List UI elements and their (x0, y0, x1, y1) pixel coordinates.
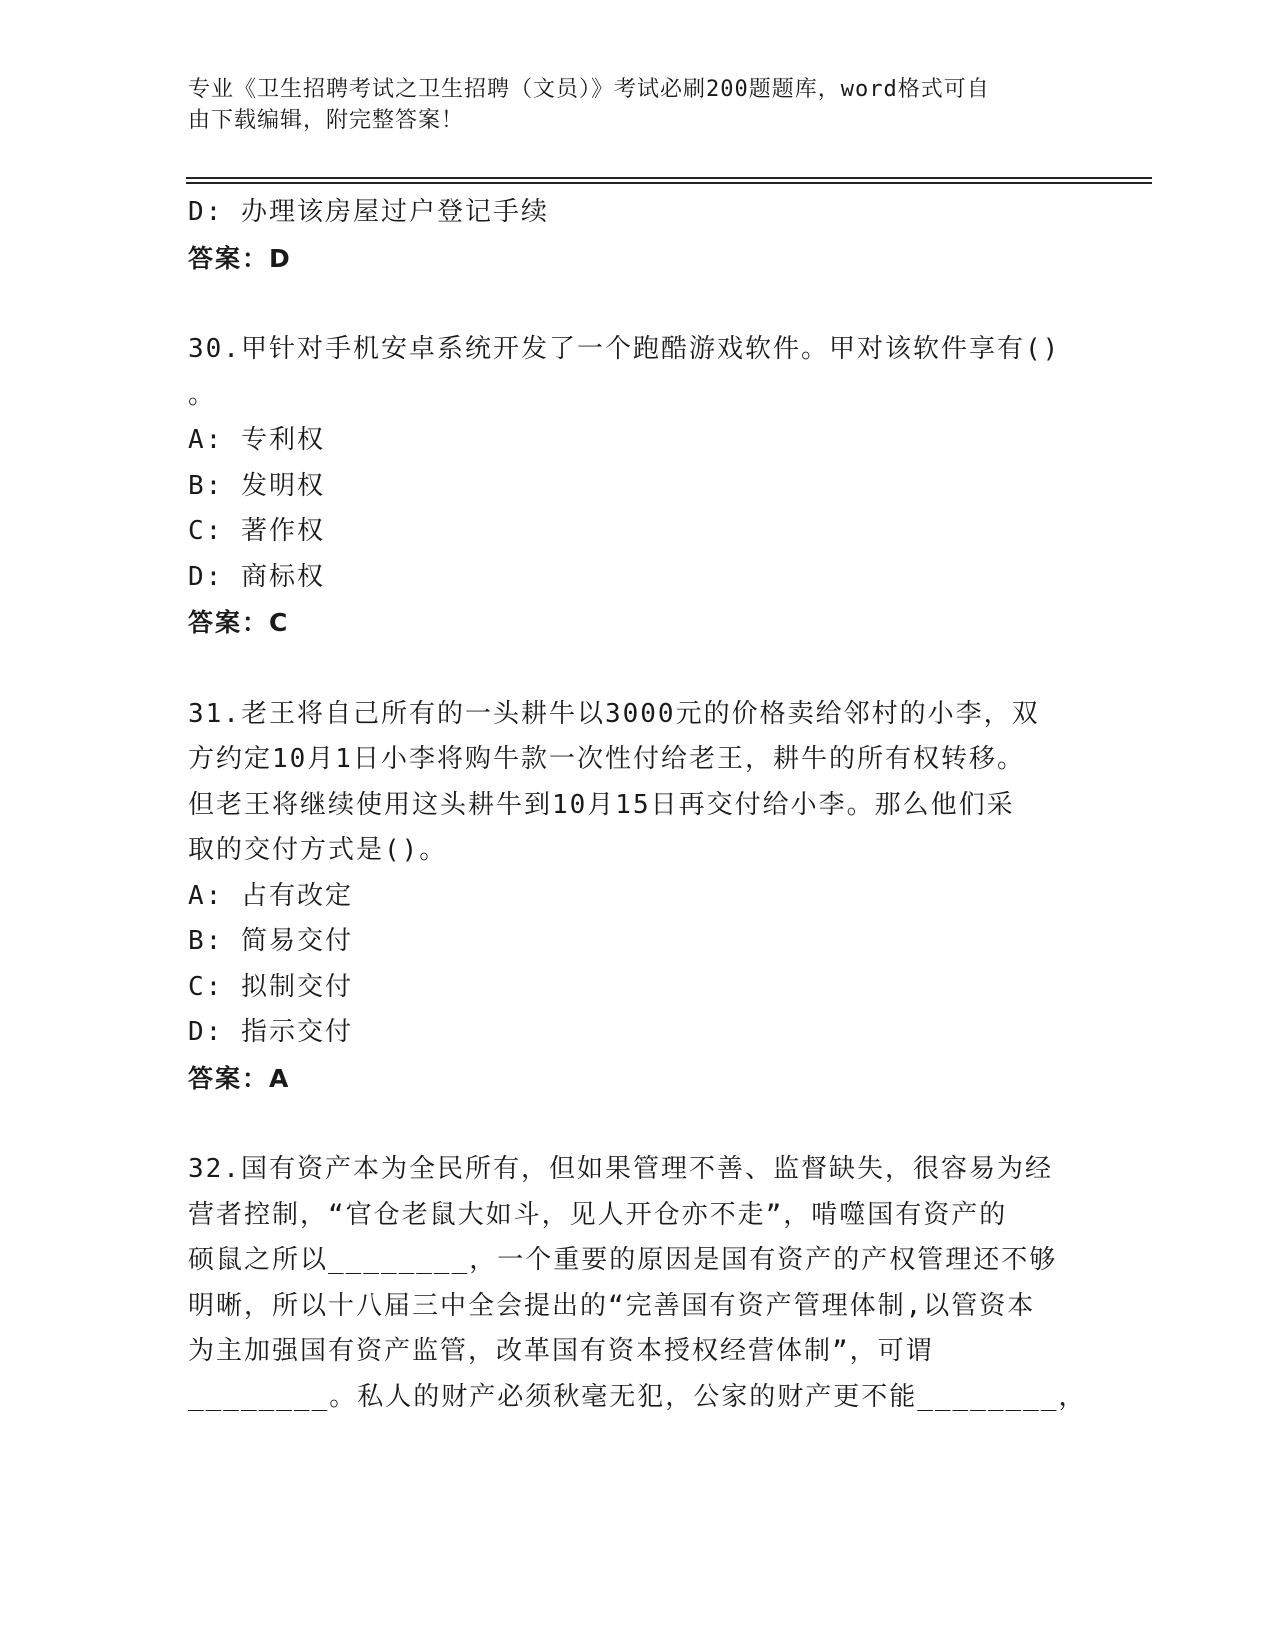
question-30-option-a: A: 专利权 (188, 425, 325, 455)
header-rule-bottom (186, 182, 1152, 184)
question-31-answer: 答案：A (188, 1063, 291, 1093)
question-32-stem-1: 32.国有资产本为全民所有，但如果管理不善、监督缺失，很容易为经 (188, 1154, 1053, 1184)
question-content (188, 190, 1088, 1420)
question-31-option-b: B: 简易交付 (188, 926, 353, 956)
spacer (188, 646, 1088, 692)
question-31-option-d: D: 指示交付 (188, 1017, 353, 1047)
header-line-2: 由下载编辑，附完整答案！ (188, 108, 465, 133)
prev-answer: 答案：D (188, 243, 292, 273)
question-32-stem-3: 硕鼠之所以________，一个重要的原因是国有资产的产权管理还不够 (188, 1245, 1058, 1275)
question-31-option-a: A: 占有改定 (188, 880, 353, 911)
question-32-stem-2: 营者控制，“官仓老鼠大如斗，见人开仓亦不走”，啃噬国有资产的 (188, 1199, 1008, 1230)
question-30-answer: 答案：C (188, 608, 290, 637)
prev-option-d: D: 办理该房屋过户登记手续 (188, 197, 549, 227)
question-32 (188, 1147, 1088, 1420)
question-31-stem-1: 31.老王将自己所有的一头耕牛以3000元的价格卖给邻村的小李，双 (188, 698, 1040, 729)
spacer (188, 281, 1088, 327)
question-30-stem-1: 30.甲针对手机安卓系统开发了一个跑酷游戏软件。甲对该软件享有() (188, 334, 1061, 364)
question-30 (188, 327, 1088, 646)
question-30-stem-2: 。 (188, 379, 217, 410)
question-32-stem-6: ________。私人的财产必须秋毫无犯，公家的财产更不能________， (188, 1381, 1087, 1412)
question-31-stem-3: 但老王将继续使用这头耕牛到10月15日再交付给小李。那么他们采 (188, 789, 1015, 820)
question-31 (188, 692, 1088, 1102)
question-31-option-c: C: 拟制交付 (188, 971, 353, 1002)
question-32-stem-4: 明晰，所以十八届三中全会提出的“完善国有资产管理体制,以管资本 (188, 1290, 1036, 1321)
question-30-option-c: C: 著作权 (188, 516, 325, 546)
question-31-stem-2: 方约定10月1日小李将购牛款一次性付给老王，耕牛的所有权转移。 (188, 744, 1025, 774)
document-header (188, 74, 1068, 136)
header-line-1: 专业《卫生招聘考试之卫生招聘（文员）》考试必刷200题题库，word格式可自 (188, 77, 990, 102)
question-30-option-d: D: 商标权 (188, 561, 325, 592)
question-31-stem-4: 取的交付方式是()。 (188, 835, 448, 865)
question-30-option-b: B: 发明权 (188, 470, 325, 501)
question-32-stem-5: 为主加强国有资产监管，改革国有资本授权经营体制”，可谓 (188, 1336, 934, 1366)
spacer (188, 1101, 1088, 1147)
header-rule-top (186, 177, 1152, 179)
